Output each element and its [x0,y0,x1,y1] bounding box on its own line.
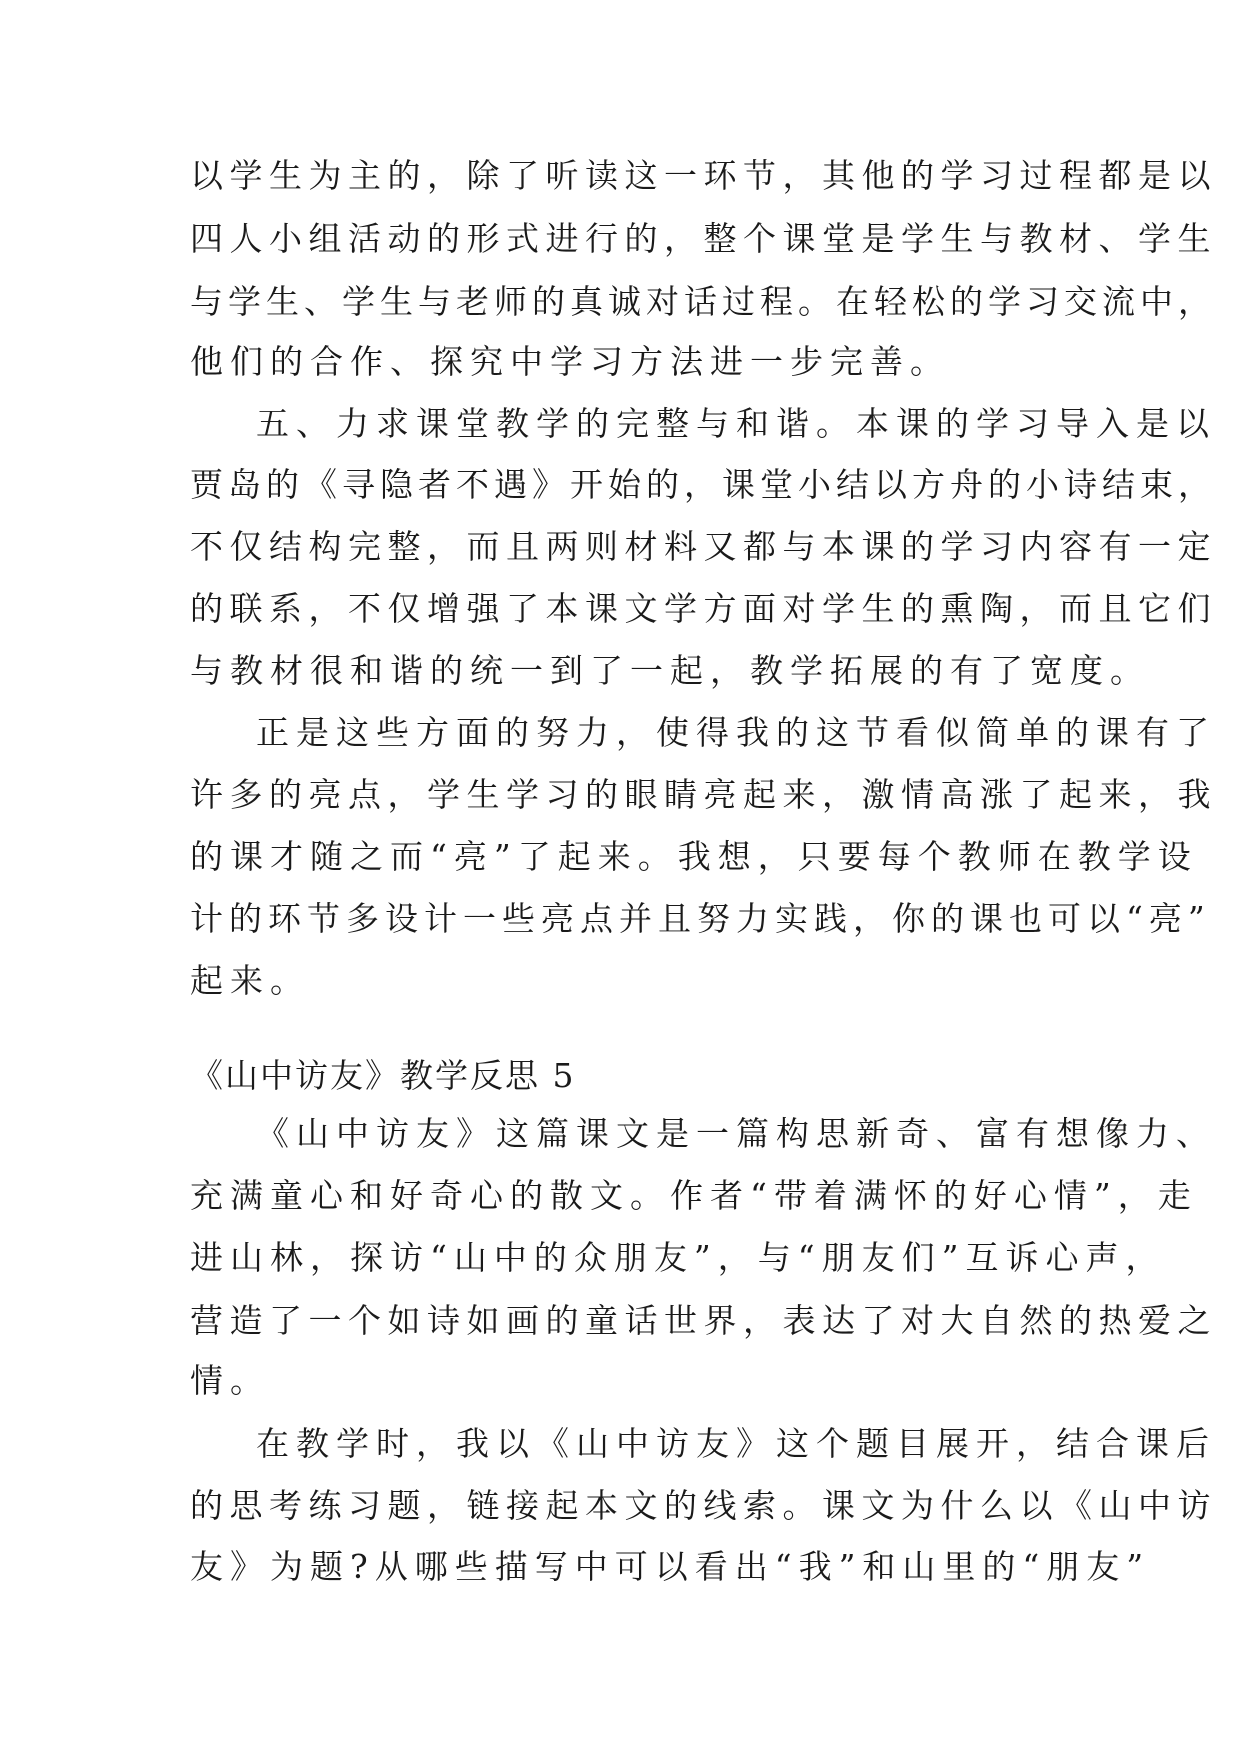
text-line: 的联系，不仅增强了本课文学方面对学生的熏陶，而且它们 [190,589,1217,628]
text-line: 四人小组活动的形式进行的，整个课堂是学生与教材、学生 [190,219,1217,258]
text-line: 进山林，探访“山中的众朋友”，与“朋友们”互诉心声， [190,1238,1166,1277]
text-line: 贾岛的《寻隐者不遇》开始的，课堂小结以方舟的小诗结束， [190,465,1216,504]
text-line: 与学生、学生与老师的真诚对话过程。在轻松的学习交流中， [190,282,1216,321]
text-line: 的思考练习题，链接起本文的线索。课文为什么以《山中访 [190,1486,1217,1525]
text-line: 以学生为主的，除了听读这一环节，其他的学习过程都是以 [190,156,1217,195]
paragraph-start-line: 《山中访友》这篇课文是一篇构思新奇、富有想像力、 [256,1114,1216,1153]
text-line: 充满童心和好奇心的散文。作者“带着满怀的好心情”，走 [190,1176,1198,1215]
text-line: 不仅结构完整，而且两则材料又都与本课的学习内容有一定 [190,527,1217,566]
text-line: 他们的合作、探究中学习方法进一步完善。 [190,342,950,381]
text-line: 情。 [190,1361,270,1400]
section-heading: 《山中访友》教学反思 5 [190,1056,576,1095]
paragraph-start-line: 在教学时，我以《山中访友》这个题目展开，结合课后 [256,1424,1216,1463]
text-line: 的课才随之而“亮”了起来。我想，只要每个教师在教学设 [190,837,1198,876]
text-line: 起来。 [190,961,310,1000]
paragraph-start-line: 五、力求课堂教学的完整与和谐。本课的学习导入是以 [256,404,1216,443]
text-line: 许多的亮点，学生学习的眼睛亮起来，激情高涨了起来，我 [190,775,1217,814]
text-line: 计的环节多设计一些亮点并且努力实践，你的课也可以“亮” [190,899,1211,938]
text-line: 与教材很和谐的统一到了一起，教学拓展的有了宽度。 [190,651,1150,690]
text-line: 友》为题?从哪些描写中可以看出“我”和山里的“朋友” [190,1547,1151,1586]
text-line: 营造了一个如诗如画的童话世界，表达了对大自然的热爱之 [190,1301,1217,1340]
paragraph-start-line: 正是这些方面的努力，使得我的这节看似简单的课有了 [256,713,1216,752]
